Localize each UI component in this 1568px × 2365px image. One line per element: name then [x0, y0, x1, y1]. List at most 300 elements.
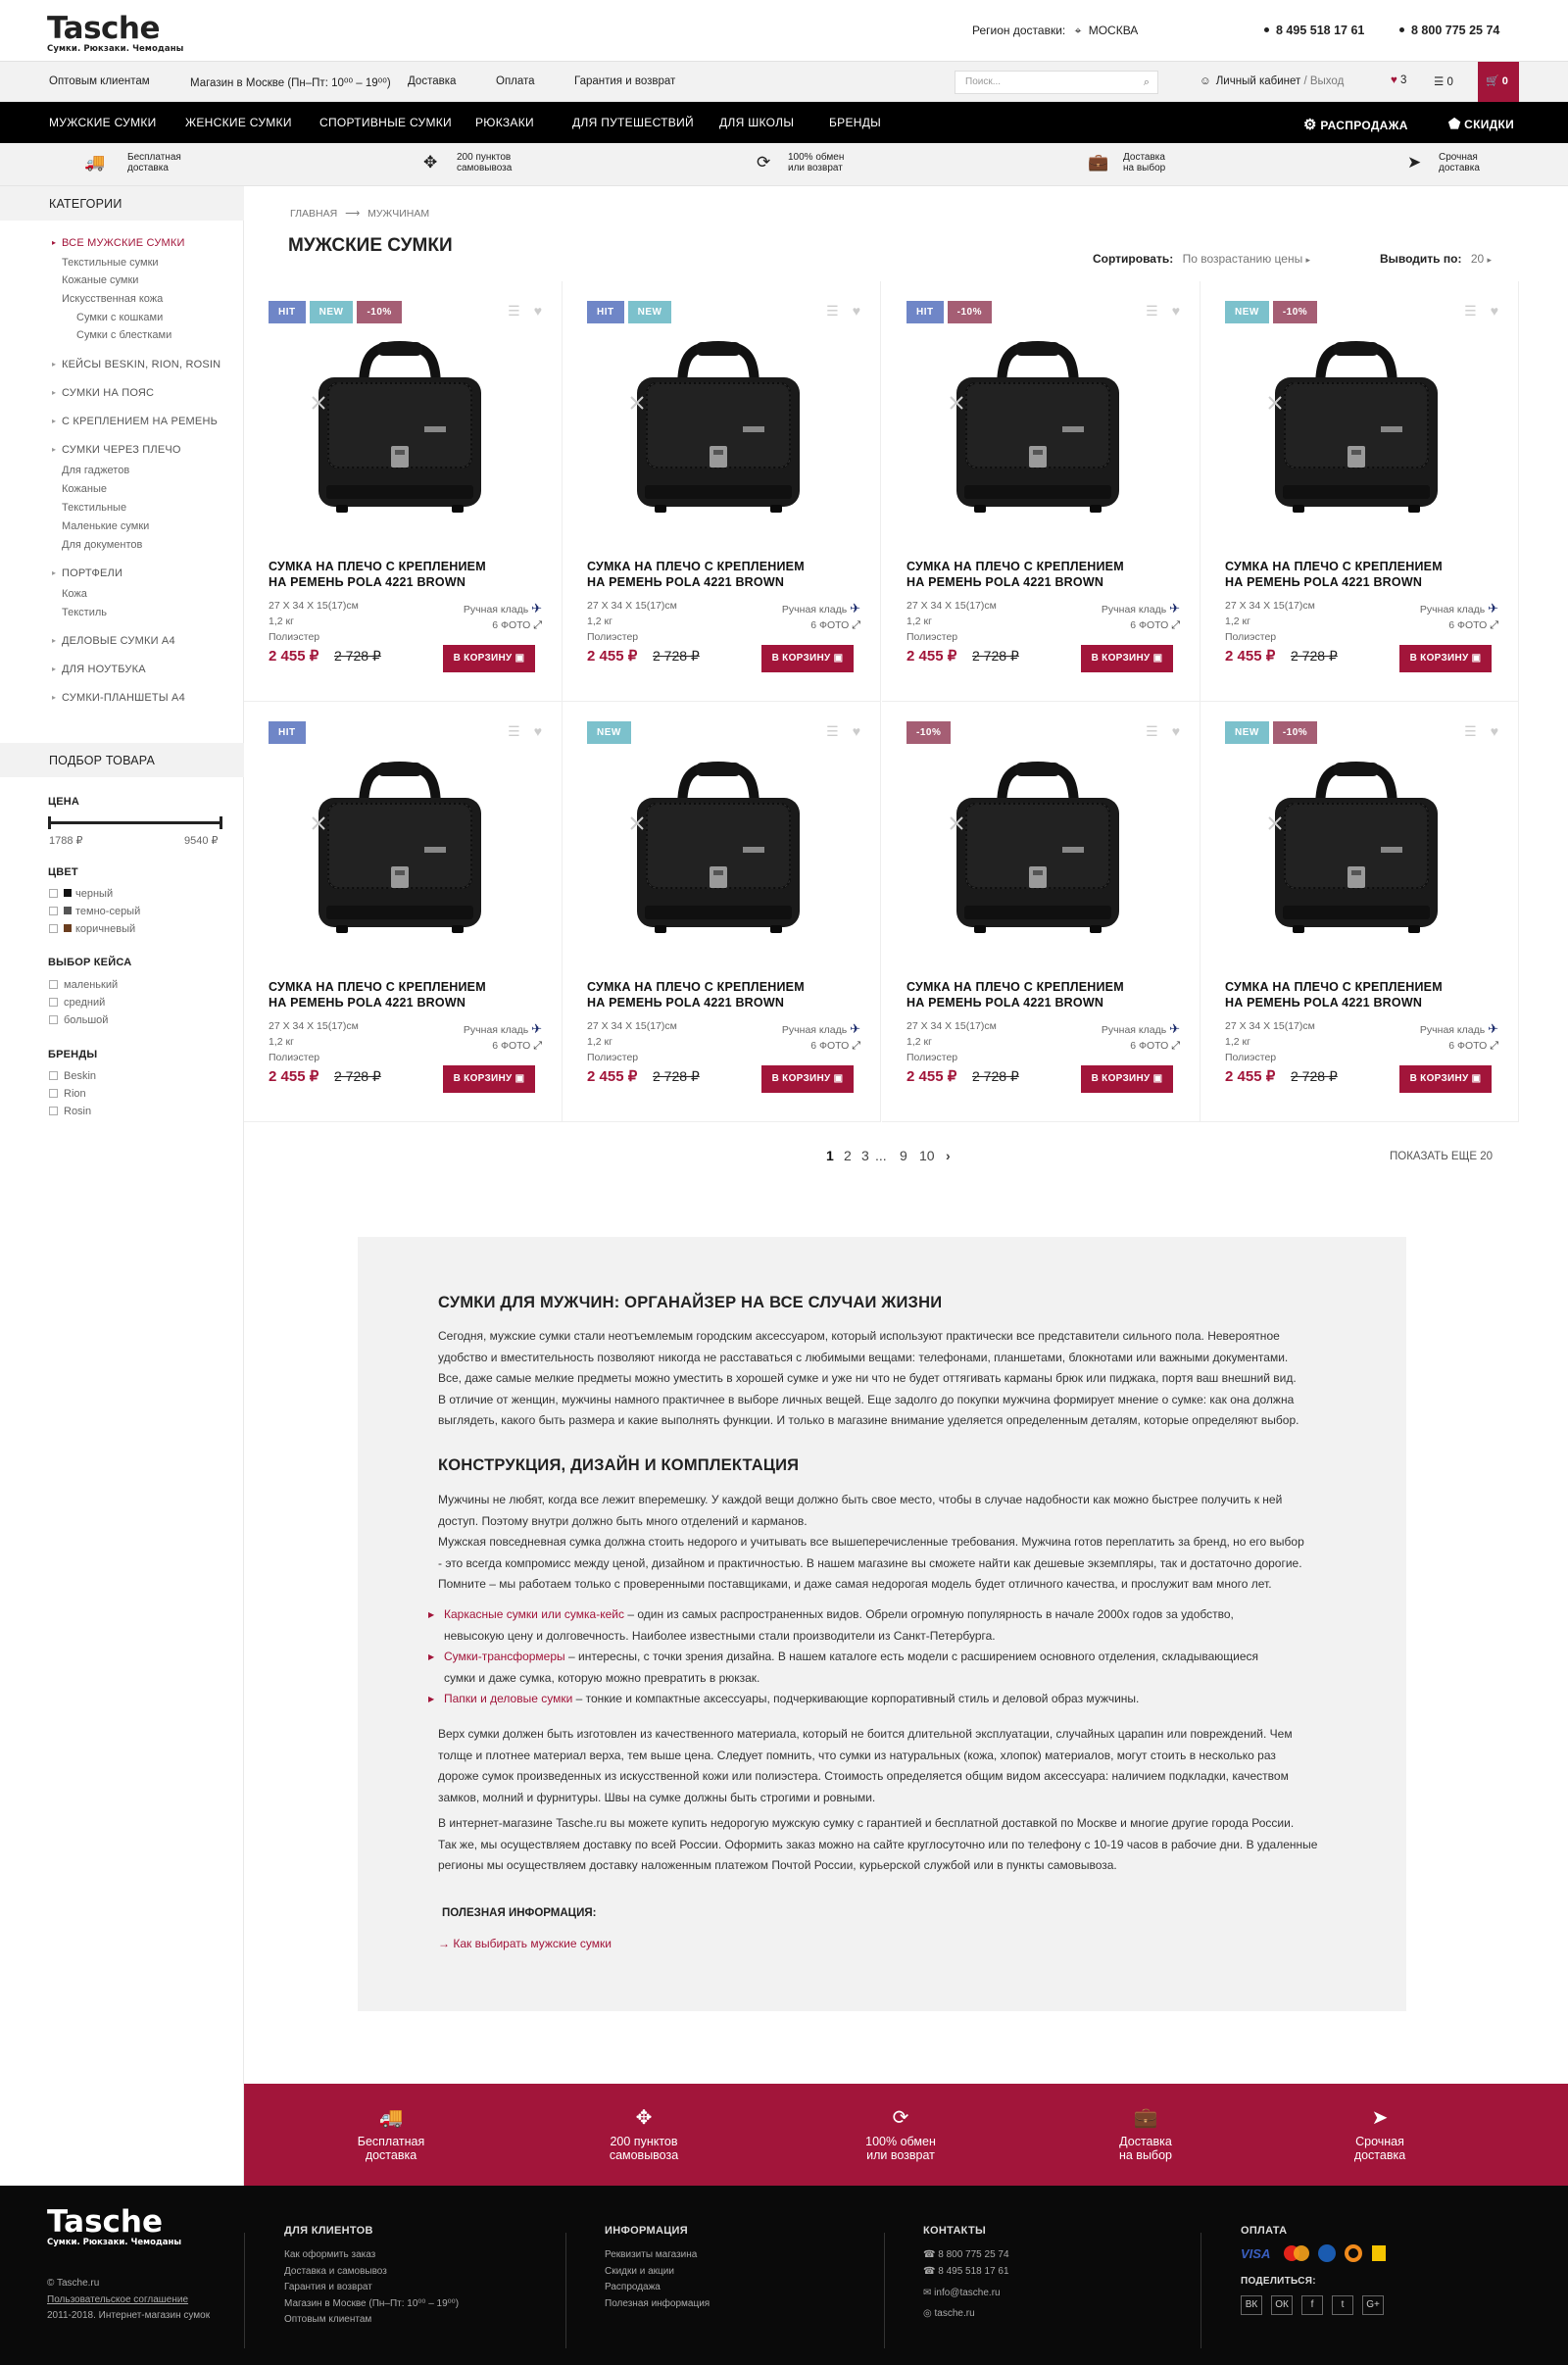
phone-1-text: 8 495 518 17 61: [1276, 24, 1365, 37]
photo-count[interactable]: [810, 1040, 860, 1053]
region-selector[interactable]: [972, 24, 1138, 38]
page-link-9[interactable]: 9: [900, 1148, 907, 1163]
topbar-link-delivery[interactable]: Доставка: [408, 75, 457, 87]
product-name-line: СУМКА НА ПЛЕЧО С КРЕПЛЕНИЕМ: [1225, 980, 1443, 994]
seo-line: регионы мы осуществляем доставку наложенным платежом Почтой России, курьерской службой или в пункты самовывоза.: [438, 1858, 1117, 1872]
badge-group: [906, 301, 996, 323]
list-icon: ☰: [1434, 76, 1445, 88]
seo-line: Так же, мы осуществляем доставку по всей России. Оформить заказ можно на сайте круглосуточно или по телефону с 10-19 часов в рабочие дни. В удаленные: [438, 1837, 1318, 1851]
phone-icon: ☎: [923, 2249, 936, 2260]
heart-icon[interactable]: ♥: [533, 723, 542, 739]
page-link-1[interactable]: 1: [826, 1148, 834, 1163]
footer-link[interactable]: Полезная информация: [605, 2297, 710, 2309]
product-name[interactable]: [587, 979, 842, 1010]
mastercard-icon: [1282, 2244, 1311, 2262]
menu-item-discounts[interactable]: [1448, 116, 1514, 132]
hand-luggage-label: Ручная кладь: [781, 1024, 848, 1036]
footer-email[interactable]: [923, 2286, 1009, 2302]
cart-icon: ▣: [1471, 1073, 1482, 1084]
wishlist-count: 3: [1400, 74, 1407, 86]
footer-col-contacts: [923, 2247, 1009, 2322]
airplane-icon: ✈: [1169, 1021, 1180, 1036]
price-min: 1788 ₽: [49, 835, 83, 847]
heart-icon[interactable]: ♥: [533, 303, 542, 319]
product-name-line: СУМКА НА ПЛЕЧО С КРЕПЛЕНИЕМ: [269, 560, 486, 573]
search-icon[interactable]: ⌕: [1143, 76, 1150, 88]
subcat-portfolio-leather[interactable]: Кожа: [62, 588, 87, 600]
compare-button[interactable]: [1434, 74, 1453, 88]
chevron-right-icon: ▸: [52, 693, 57, 702]
seo-paragraph-4: [438, 1813, 1317, 1877]
footer-link[interactable]: Как оформить заказ: [284, 2249, 376, 2260]
benefit-line: доставка: [365, 2148, 417, 2162]
cat-label: ДЛЯ НОУТБУКА: [62, 664, 146, 675]
cart-icon: ▣: [833, 1073, 844, 1084]
qiwi-icon: [1345, 2244, 1362, 2262]
menu-item-women[interactable]: ЖЕНСКИЕ СУМКИ: [185, 116, 292, 129]
product-name[interactable]: [906, 559, 1161, 590]
product-name-line: СУМКА НА ПЛЕЧО С КРЕПЛЕНИЕМ: [269, 980, 486, 994]
add-to-cart-label: В КОРЗИНУ: [453, 1073, 513, 1084]
chevron-right-icon: ▸: [52, 238, 57, 247]
product-card[interactable]: [882, 702, 1200, 1122]
footer-link[interactable]: Распродажа: [605, 2282, 661, 2292]
menu-item-school[interactable]: ДЛЯ ШКОЛЫ: [719, 116, 795, 129]
arrow-right-icon: →: [438, 1937, 450, 1950]
refresh-icon: ⟳: [892, 2107, 909, 2129]
photo-count[interactable]: [1130, 1040, 1180, 1053]
card-actions: [812, 723, 860, 740]
brand-option-beskin[interactable]: [49, 1070, 96, 1082]
facebook-icon[interactable]: f: [1301, 2295, 1323, 2315]
product-name-line: СУМКА НА ПЛЕЧО С КРЕПЛЕНИЕМ: [587, 560, 805, 573]
product-dimensions: 27 X 34 X 15(17)см: [587, 1020, 677, 1032]
triangle-bullet-icon: ▶: [428, 1652, 435, 1661]
badge-group: [269, 721, 310, 744]
price-slider-handle-max[interactable]: [220, 816, 222, 829]
photo-count-label: 6 ФОТО: [492, 1040, 531, 1052]
feature-line: Бесплатная: [127, 152, 181, 163]
cat-strap[interactable]: [52, 416, 219, 427]
product-image[interactable]: [945, 338, 1131, 520]
checkbox[interactable]: [49, 980, 58, 989]
heart-icon[interactable]: ♥: [1490, 303, 1498, 319]
footer-divider: [1200, 2233, 1201, 2348]
feature-delivery-choice: [1123, 152, 1165, 173]
globe-payment-icon: [1318, 2244, 1336, 2262]
product-image[interactable]: [1263, 759, 1449, 941]
product-material: Полиэстер: [906, 1052, 958, 1063]
checkbox[interactable]: [49, 889, 58, 898]
seo-paragraph-2: [438, 1490, 1304, 1596]
account-label[interactable]: Личный кабинет: [1215, 75, 1301, 87]
product-card[interactable]: [244, 702, 563, 1122]
photo-count-label: 6 ФОТО: [492, 619, 531, 631]
badge-group: [906, 721, 955, 744]
topbar-link-payment[interactable]: Оплата: [496, 75, 535, 87]
compare-list-icon[interactable]: ☰: [1146, 303, 1158, 319]
sort-value[interactable]: По возрастанию цены: [1182, 252, 1303, 266]
add-to-cart-button[interactable]: [761, 645, 854, 672]
heart-icon[interactable]: ♥: [852, 303, 860, 319]
cat-label: СУМКИ ЧЕРЕЗ ПЛЕЧО: [62, 444, 181, 456]
brand-option-rion[interactable]: [49, 1088, 86, 1100]
hit-badge: HIT: [269, 301, 306, 323]
triangle-bullet-icon: ▶: [428, 1610, 435, 1619]
subcat-textile[interactable]: Текстильные сумки: [62, 257, 159, 269]
footer-phone-1[interactable]: [923, 2247, 1009, 2264]
checkbox[interactable]: [49, 907, 58, 915]
rocket-icon: ➤: [1407, 153, 1422, 172]
product-card[interactable]: [244, 281, 563, 702]
cart-icon: ▣: [514, 653, 525, 664]
product-material: Полиэстер: [269, 631, 320, 643]
hand-luggage: [1420, 1021, 1498, 1037]
case-option-small[interactable]: [49, 979, 118, 991]
feature-urgent: [1439, 152, 1480, 173]
feature-line: Срочная: [1439, 152, 1478, 163]
heart-icon[interactable]: ♥: [1171, 303, 1180, 319]
breadcrumb-home[interactable]: ГЛАВНАЯ: [290, 208, 338, 220]
product-name[interactable]: [587, 559, 842, 590]
breadcrumb: [290, 208, 429, 220]
product-card[interactable]: [1200, 281, 1519, 702]
color-option-brown[interactable]: [49, 923, 135, 935]
seo-line: В интернет-магазине Tasche.ru вы можете купить недорогую мужскую сумку с гарантией и бесплатной доставкой по Москве и многие другие города России.: [438, 1816, 1295, 1830]
menu-item-brands[interactable]: БРЕНДЫ: [829, 116, 882, 129]
photo-count[interactable]: [492, 1040, 542, 1053]
subcat-glitter[interactable]: Сумки с блестками: [76, 329, 172, 341]
product-image[interactable]: [625, 759, 811, 941]
benefit-line: Доставка: [1119, 2135, 1172, 2148]
product-name-line: НА РЕМЕНЬ POLA 4221 BROWN: [269, 996, 466, 1010]
benefit-line: Бесплатная: [357, 2135, 425, 2148]
product-material: Полиэстер: [1225, 1052, 1277, 1063]
footer-copyright-block: [47, 2276, 210, 2325]
topbar-link-warranty[interactable]: Гарантия и возврат: [574, 75, 676, 87]
cat-cases[interactable]: [52, 359, 221, 370]
vk-icon[interactable]: ВК: [1241, 2295, 1262, 2315]
seo-paragraph-3: [438, 1724, 1293, 1808]
logo[interactable]: [47, 11, 184, 54]
compare-list-icon[interactable]: ☰: [826, 723, 839, 739]
heart-icon[interactable]: ♥: [852, 723, 860, 739]
price-slider-handle-min[interactable]: [48, 816, 51, 829]
perpage-label: Выводить по:: [1380, 252, 1462, 266]
subcat-cats[interactable]: Сумки с кошками: [76, 312, 164, 323]
photo-count-label: 6 ФОТО: [1130, 1040, 1169, 1052]
topbar-link-store[interactable]: Магазин в Москве (Пн–Пт: 10⁰⁰ – 19⁰⁰): [190, 77, 391, 89]
hand-luggage-label: Ручная кладь: [463, 604, 529, 616]
triangle-bullet-icon: ▶: [428, 1695, 435, 1703]
perpage-control[interactable]: [1380, 252, 1492, 266]
add-to-cart-button[interactable]: [1399, 1065, 1492, 1093]
feature-line: Доставка: [1123, 152, 1165, 163]
payment-icons: [1241, 2244, 1386, 2266]
brands-filter-label: БРЕНДЫ: [48, 1049, 98, 1060]
card-actions: [494, 723, 542, 740]
page-link-10[interactable]: 10: [919, 1148, 935, 1163]
menu-item-sale[interactable]: [1303, 116, 1408, 133]
discounts-label: СКИДКИ: [1464, 118, 1515, 131]
menu-item-men[interactable]: МУЖСКИЕ СУМКИ: [49, 116, 157, 129]
card-actions: [1132, 303, 1180, 320]
subcat-portfolio-textile[interactable]: Текстиль: [62, 607, 107, 618]
product-name-line: СУМКА НА ПЛЕЧО С КРЕПЛЕНИЕМ: [1225, 560, 1443, 573]
product-price: 2 455 ₽: [587, 648, 638, 665]
menu-item-sport[interactable]: СПОРТИВНЫЕ СУМКИ: [319, 116, 452, 129]
color-option-dark-gray[interactable]: [49, 906, 140, 917]
subcat-small[interactable]: Маленькие сумки: [62, 520, 150, 532]
heart-icon: ♥: [1391, 74, 1397, 86]
footer-link[interactable]: Гарантия и возврат: [284, 2282, 372, 2292]
product-name-line: НА РЕМЕНЬ POLA 4221 BROWN: [587, 996, 785, 1010]
product-weight: 1,2 кг: [269, 1036, 294, 1048]
product-weight: 1,2 кг: [1225, 1036, 1250, 1048]
airplane-icon: ✈: [1488, 1021, 1498, 1036]
menu-item-backpacks[interactable]: РЮКЗАКИ: [475, 116, 534, 129]
product-image[interactable]: [625, 338, 811, 520]
badge-group: [269, 301, 406, 323]
new-badge: NEW: [1225, 721, 1269, 744]
compare-count: 0: [1446, 76, 1453, 88]
useful-info-link[interactable]: [438, 1937, 612, 1950]
seo-block: [358, 1237, 1406, 2011]
card-actions: [494, 303, 542, 320]
account-link[interactable]: [1200, 75, 1344, 87]
photo-count-label: 6 ФОТО: [1130, 619, 1169, 631]
compare-list-icon[interactable]: ☰: [508, 723, 520, 739]
photo-count[interactable]: [1448, 619, 1498, 632]
benefits-band: [244, 2084, 1568, 2186]
product-name[interactable]: [269, 979, 523, 1010]
rocket-icon: ➤: [1371, 2107, 1389, 2129]
top-bar: [0, 61, 1568, 102]
sort-control[interactable]: [1093, 252, 1310, 266]
seo-paragraph-1: [438, 1326, 1298, 1432]
subcat-gadgets[interactable]: Для гаджетов: [62, 465, 130, 476]
price-max: 9540 ₽: [184, 835, 219, 847]
product-card[interactable]: [563, 281, 881, 702]
product-card[interactable]: [1200, 702, 1519, 1122]
add-to-cart-button[interactable]: [1399, 645, 1492, 672]
yandex-money-icon: [1372, 2245, 1386, 2261]
features-bar: [0, 143, 1568, 186]
phone-2[interactable]: [1399, 24, 1499, 37]
product-price: 2 455 ₽: [587, 1068, 638, 1085]
airplane-icon: ✈: [1169, 601, 1180, 616]
footer-col-title: ОПЛАТА: [1241, 2225, 1288, 2237]
filter-title: ПОДБОР ТОВАРА: [0, 743, 244, 777]
seo-line: Помните – мы работаем только с проверенными поставщиками, и даже самая недорогая модель будет отличного качества, и прослужит вам много лет.: [438, 1577, 1272, 1591]
benefit-exchange: [822, 2135, 979, 2162]
brand-name: Beskin: [64, 1070, 97, 1082]
cat-label: С КРЕПЛЕНИЕМ НА РЕМЕНЬ: [62, 416, 219, 427]
benefit-urgent: [1301, 2135, 1458, 2162]
benefit-line: или возврат: [866, 2148, 935, 2162]
subcat-docs[interactable]: Для документов: [62, 539, 143, 551]
checkbox[interactable]: [49, 924, 58, 933]
add-to-cart-button[interactable]: [1081, 645, 1173, 672]
add-to-cart-button[interactable]: [1081, 1065, 1173, 1093]
cart-button[interactable]: [1478, 62, 1519, 102]
expand-icon: ⤢: [1171, 619, 1180, 631]
subcat-textile-2[interactable]: Текстильные: [62, 502, 127, 514]
footer-link[interactable]: Реквизиты магазина: [605, 2249, 698, 2260]
cat-portfolio[interactable]: [52, 567, 123, 579]
seo-line: удобство и вместительность позволяют никогда не расставаться с любимыми вещами: телефонами, планшетами, блокнотами или важными документами.: [438, 1350, 1289, 1364]
mail-icon: ✉: [923, 2288, 932, 2298]
hand-luggage-label: Ручная кладь: [1101, 1024, 1167, 1036]
footer-link[interactable]: Оптовым клиентам: [284, 2314, 372, 2325]
twitter-icon[interactable]: t: [1332, 2295, 1353, 2315]
product-name[interactable]: [906, 979, 1161, 1010]
footer-link[interactable]: Магазин в Москве (Пн–Пт: 10⁰⁰ – 19⁰⁰): [284, 2297, 460, 2309]
product-name[interactable]: [1225, 559, 1480, 590]
checkbox[interactable]: [49, 1071, 58, 1080]
cat-all-men[interactable]: [52, 237, 185, 249]
footer-link[interactable]: Доставка и самовывоз: [284, 2265, 387, 2277]
add-to-cart-button[interactable]: [443, 645, 535, 672]
benefit-line: 200 пунктов: [610, 2135, 678, 2148]
heart-icon[interactable]: ♥: [1490, 723, 1498, 739]
share-label: ПОДЕЛИТЬСЯ:: [1241, 2276, 1316, 2287]
search-input[interactable]: [955, 71, 1158, 94]
agreement-link[interactable]: Пользовательское соглашение: [47, 2293, 189, 2305]
page-link-2[interactable]: 2: [844, 1148, 852, 1163]
product-weight: 1,2 кг: [906, 616, 932, 627]
product-price: 2 455 ₽: [906, 648, 957, 665]
next-page-icon[interactable]: ›: [946, 1148, 951, 1163]
benefit-line: 100% обмен: [865, 2135, 936, 2148]
footer-col-title: ИНФОРМАЦИЯ: [605, 2225, 688, 2237]
topbar-link-wholesale[interactable]: Оптовым клиентам: [49, 75, 150, 87]
phone-1[interactable]: [1264, 24, 1364, 37]
product-name-line: НА РЕМЕНЬ POLA 4221 BROWN: [269, 575, 466, 589]
cat-business[interactable]: [52, 635, 175, 647]
checkbox[interactable]: [49, 1015, 58, 1024]
product-name-line: СУМКА НА ПЛЕЧО С КРЕПЛЕНИЕМ: [587, 980, 805, 994]
photo-count[interactable]: [1448, 1040, 1498, 1053]
product-weight: 1,2 кг: [906, 1036, 932, 1048]
odnoklassniki-icon[interactable]: ОК: [1271, 2295, 1293, 2315]
product-image[interactable]: [1263, 338, 1449, 520]
seo-line: В отличие от женщин, мужчины намного практичнее в выборе личных вещей. Еще задолго до покупки мужчина формирует мнение о сумке: как она должна: [438, 1392, 1295, 1406]
product-name[interactable]: [1225, 979, 1480, 1010]
product-image[interactable]: [307, 759, 493, 941]
perpage-value[interactable]: 20: [1470, 252, 1485, 266]
case-option-large[interactable]: [49, 1014, 108, 1026]
product-dimensions: 27 X 34 X 15(17)см: [1225, 600, 1315, 612]
product-image[interactable]: [307, 338, 493, 520]
add-to-cart-label: В КОРЗИНУ: [771, 653, 831, 664]
brand-name: Rion: [64, 1088, 86, 1100]
photo-count[interactable]: [810, 619, 860, 632]
add-to-cart-button[interactable]: [443, 1065, 535, 1093]
cat-shoulder[interactable]: [52, 444, 181, 456]
product-old-price: 2 728 ₽: [334, 648, 381, 664]
seo-link-folders[interactable]: Папки и деловые сумки: [444, 1692, 573, 1705]
product-name-line: НА РЕМЕНЬ POLA 4221 BROWN: [1225, 996, 1423, 1010]
subcat-artificial[interactable]: Искусственная кожа: [62, 293, 164, 305]
logout-link[interactable]: / Выход: [1303, 75, 1345, 87]
seo-list-item: [428, 1689, 1326, 1710]
compare-list-icon[interactable]: ☰: [1146, 723, 1158, 739]
subcat-leather[interactable]: Кожаные сумки: [62, 274, 139, 286]
compare-list-icon[interactable]: ☰: [1464, 303, 1477, 319]
color-option-black[interactable]: [49, 888, 113, 900]
seo-line: Мужчины не любят, когда все лежит вперемешку. У каждой вещи должно быть свое место, чтобы в случае надобности как можно быстрее получить к ней: [438, 1493, 1283, 1506]
compare-list-icon[interactable]: ☰: [826, 303, 839, 319]
product-card[interactable]: [563, 702, 881, 1122]
footer-phone-text: 8 495 518 17 61: [938, 2265, 1009, 2277]
checkbox[interactable]: [49, 1107, 58, 1115]
cart-icon: 🛒: [1486, 75, 1499, 87]
product-name-line: НА РЕМЕНЬ POLA 4221 BROWN: [1225, 575, 1423, 589]
show-more-button[interactable]: ПОКАЗАТЬ ЕЩЕ 20: [1390, 1151, 1494, 1162]
color-name: темно-серый: [75, 906, 141, 917]
product-image[interactable]: [945, 759, 1131, 941]
case-option-medium[interactable]: [49, 997, 105, 1009]
compare-list-icon[interactable]: ☰: [508, 303, 520, 319]
cat-belt[interactable]: [52, 387, 155, 399]
footer-link[interactable]: Скидки и акции: [605, 2265, 674, 2277]
photo-count[interactable]: [1130, 619, 1180, 632]
add-to-cart-button[interactable]: [761, 1065, 854, 1093]
color-name: коричневый: [75, 923, 136, 935]
heart-icon[interactable]: ♥: [1171, 723, 1180, 739]
cat-laptop[interactable]: [52, 664, 146, 675]
footer-phone-2[interactable]: [923, 2264, 1009, 2281]
footer-logo[interactable]: [47, 2204, 182, 2247]
seo-line: Все, даже самые мелкие предметы можно уместить в хорошей сумке и уже ни что не будет оттягивать карманы брюк или пиджака, портя ваш внешний вид.: [438, 1371, 1297, 1385]
checkbox[interactable]: [49, 1089, 58, 1098]
google-plus-icon[interactable]: G+: [1362, 2295, 1384, 2315]
subcat-leather-2[interactable]: Кожаные: [62, 483, 107, 495]
brand-option-rosin[interactable]: [49, 1106, 91, 1117]
wishlist-button[interactable]: [1391, 74, 1406, 86]
footer-logo-text: Tasche: [47, 2204, 163, 2240]
product-name[interactable]: [269, 559, 523, 590]
checkbox[interactable]: [49, 998, 58, 1007]
seo-line: Мужская повседневная сумка должна стоить недорого и учитывать все вышеперечисленные требования. Мужчина готов переплатить за бренд, но его выбор: [438, 1535, 1304, 1549]
product-card[interactable]: [882, 281, 1200, 702]
cart-icon: ▣: [514, 1073, 525, 1084]
cat-tablet[interactable]: [52, 692, 185, 704]
seo-link-transformers[interactable]: Сумки-трансформеры: [444, 1650, 565, 1663]
seo-li-text: сумки и даже сумка, которую можно превратить в рюкзак.: [444, 1670, 760, 1685]
cart-icon: ▣: [1152, 653, 1163, 664]
menu-item-travel[interactable]: ДЛЯ ПУТЕШЕСТВИЙ: [572, 116, 694, 129]
footer: [0, 2186, 1568, 2365]
page-link-3[interactable]: 3: [861, 1148, 869, 1163]
seo-link-frame-bags[interactable]: Каркасные сумки или сумка-кейс: [444, 1607, 624, 1621]
main-menu: [0, 102, 1568, 143]
region-value[interactable]: МОСКВА: [1088, 24, 1139, 37]
compare-list-icon[interactable]: ☰: [1464, 723, 1477, 739]
footer-site[interactable]: [923, 2306, 1009, 2323]
points-icon: ✥: [423, 153, 438, 172]
benefit-pickup-points: [565, 2135, 722, 2162]
brand-name: Rosin: [64, 1106, 92, 1117]
chevron-right-icon: ▸: [52, 568, 57, 577]
case-filter-label: ВЫБОР КЕЙСА: [48, 957, 132, 968]
cart-count: 0: [1501, 75, 1508, 87]
photo-count[interactable]: [492, 619, 542, 632]
breadcrumb-current[interactable]: МУЖЧИНАМ: [368, 208, 430, 220]
price-slider-track[interactable]: [49, 821, 221, 824]
seo-li-text: – один из самых распространенных видов. Обрели огромную популярность в начале 2000х годов за удобство,: [624, 1607, 1234, 1621]
